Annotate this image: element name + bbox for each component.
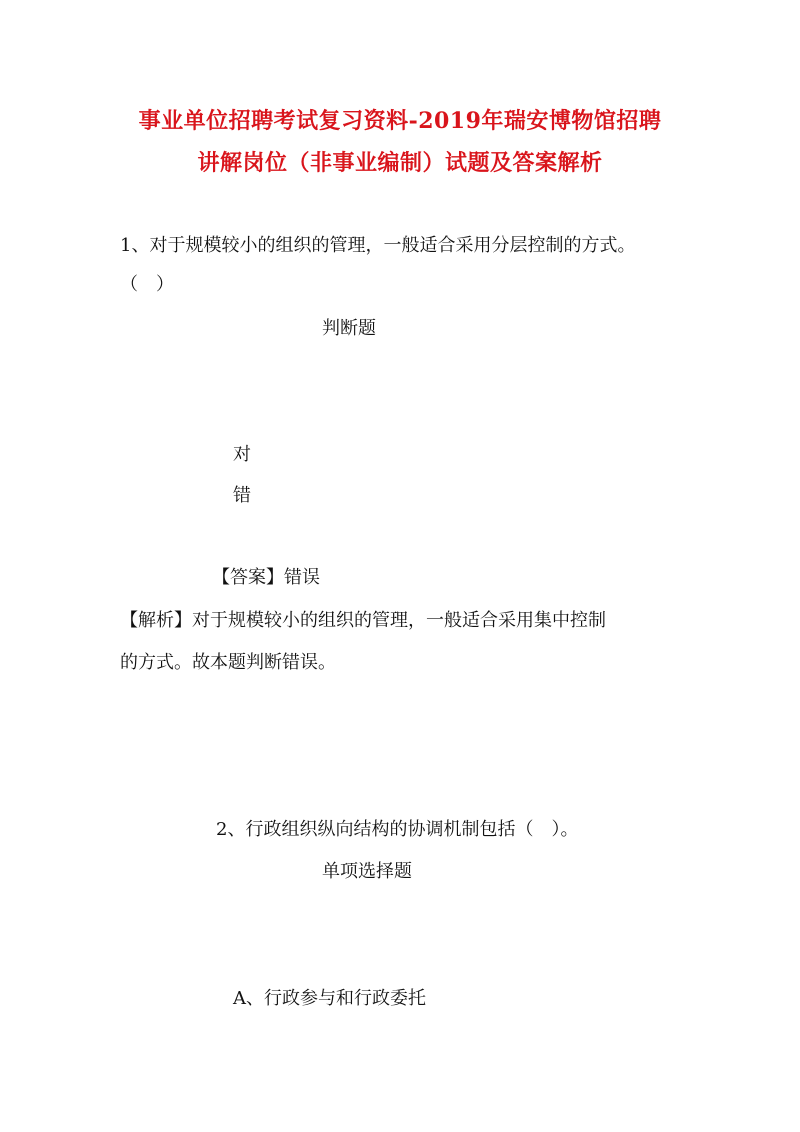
question-1-analysis-line-2: 的方式。故本题判断错误。 xyxy=(120,652,336,673)
question-1-type: 判断题 xyxy=(322,318,376,339)
question-2-type: 单项选择题 xyxy=(322,861,412,882)
question-1-option-1: 对 xyxy=(233,444,251,465)
question-1-answer: 【答案】错误 xyxy=(212,567,320,588)
question-2-stem: 2、行政组织纵向结构的协调机制包括（ ）。 xyxy=(216,819,579,840)
document-title-line-2: 讲解岗位（非事业编制）试题及答案解析 xyxy=(197,150,603,176)
question-2-option-a: A、行政参与和行政委托 xyxy=(233,988,426,1009)
question-1-option-2: 错 xyxy=(233,485,251,506)
document-title-line-1: 事业单位招聘考试复习资料-2019年瑞安博物馆招聘 xyxy=(138,108,662,134)
question-1-stem-line-2: （ ） xyxy=(120,274,174,295)
question-1-stem-line-1: 1、对于规模较小的组织的管理，一般适合采用分层控制的方式。 xyxy=(120,235,636,256)
question-1-analysis-line-1: 【解析】对于规模较小的组织的管理，一般适合采用集中控制 xyxy=(120,610,606,631)
